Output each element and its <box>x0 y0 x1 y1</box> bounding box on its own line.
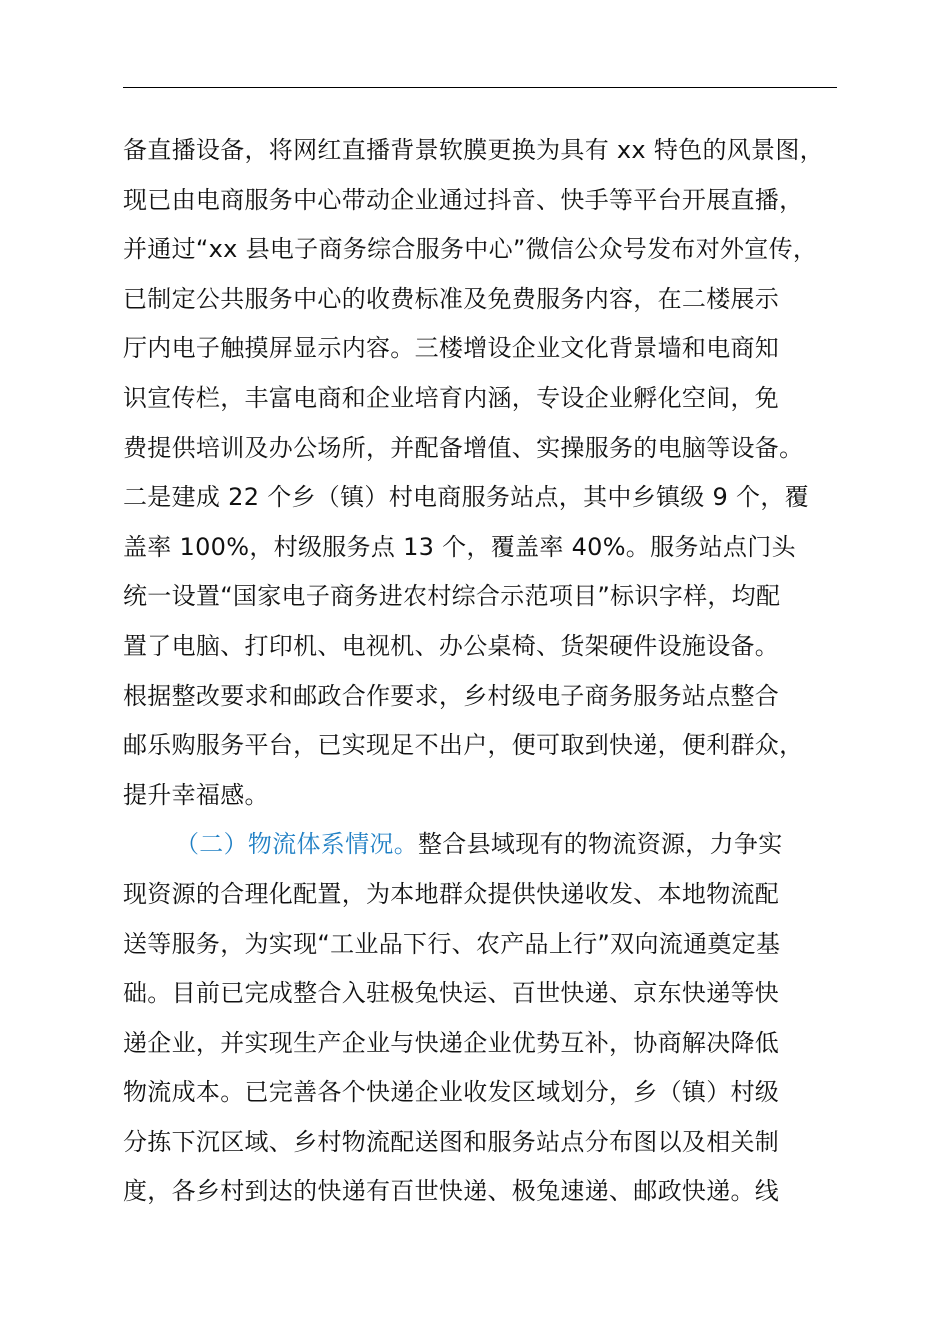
text-line: 置了电脑、打印机、电视机、办公桌椅、货架硬件设施设备。 <box>123 631 780 660</box>
text-line: 二是建成 22 个乡（镇）村电商服务站点，其中乡镇级 9 个，覆 <box>123 483 809 512</box>
text-line: 现已由电商服务中心带动企业通过抖音、快手等平台开展直播， <box>123 185 804 214</box>
text-line: 础。目前已完成整合入驻极兔快运、百世快递、京东快递等快 <box>123 979 780 1008</box>
section-heading-line <box>123 820 863 870</box>
text-line: 厅内电子触摸屏显示内容。三楼增设企业文化背景墙和电商知 <box>123 334 780 363</box>
text-line: 邮乐购服务平台，已实现足不出户，便可取到快递，便利群众， <box>123 731 804 760</box>
text-line: 递企业，并实现生产企业与快递企业优势互补，协商解决降低 <box>123 1028 780 1057</box>
text-line: 物流成本。已完善各个快递企业收发区域划分，乡（镇）村级 <box>123 1078 780 1107</box>
section-heading: （二）物流体系情况。 <box>175 830 418 859</box>
text-line: 分拣下沉区域、乡村物流配送图和服务站点分布图以及相关制 <box>123 1127 780 1156</box>
text-line: 送等服务，为实现“工业品下行、农产品上行”双向流通奠定基 <box>123 929 781 958</box>
text-line: 已制定公共服务中心的收费标准及免费服务内容，在二楼展示 <box>123 284 780 313</box>
text-line: 盖率 100%，村级服务点 13 个，覆盖率 40%。服务站点门头 <box>123 532 796 561</box>
text-line: 度，各乡村到达的快递有百世快递、极兔速递、邮政快递。线 <box>123 1177 780 1206</box>
text-line: 现资源的合理化配置，为本地群众提供快递收发、本地物流配 <box>123 879 780 908</box>
text-line: 识宣传栏，丰富电商和企业培育内涵，专设企业孵化空间，免 <box>123 383 780 412</box>
text-line: 并通过“xx 县电子商务综合服务中心”微信公众号发布对外宣传， <box>123 235 818 264</box>
text-line: 提升幸福感。 <box>123 780 269 809</box>
text-line: 统一设置“国家电子商务进农村综合示范项目”标识字样，均配 <box>123 582 781 611</box>
section-heading-rest: 整合县域现有的物流资源，力争实 <box>418 830 783 859</box>
document-body <box>123 126 863 1217</box>
text-line: 费提供培训及办公场所，并配备增值、实操服务的电脑等设备。 <box>123 433 804 462</box>
header-rule <box>123 87 837 88</box>
text-line: 根据整改要求和邮政合作要求，乡村级电子商务服务站点整合 <box>123 681 780 710</box>
text-line: 备直播设备，将网红直播背景软膜更换为具有 xx 特色的风景图， <box>123 136 824 164</box>
